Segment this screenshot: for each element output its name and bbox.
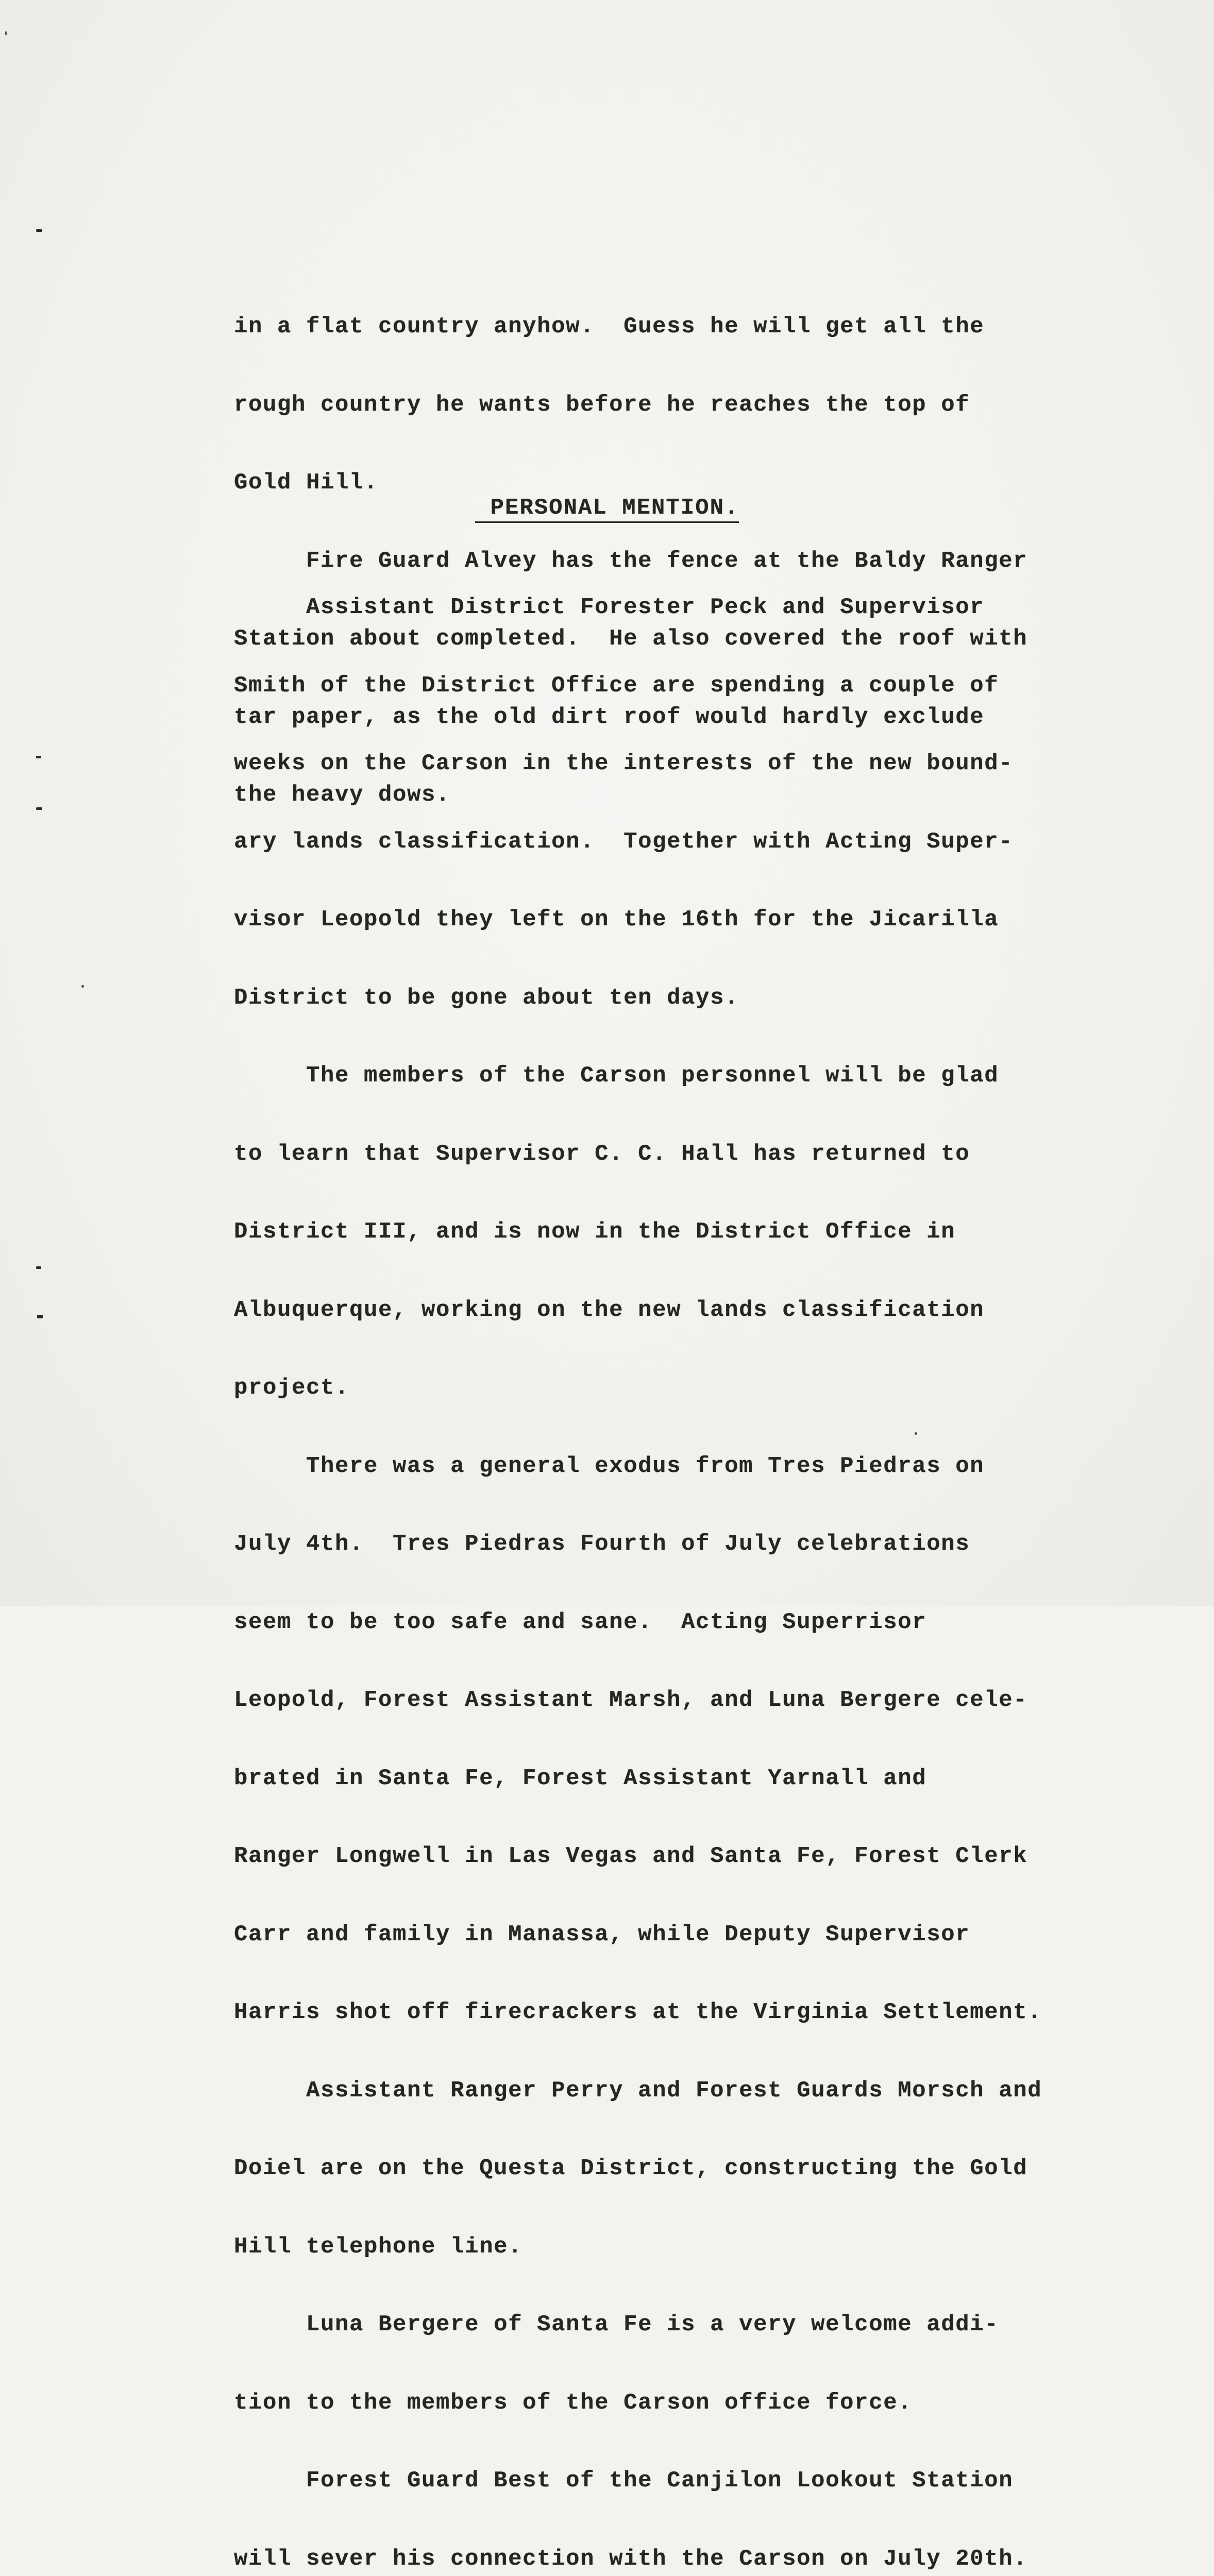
text-line: Station about completed. He also covered the roof with (234, 626, 1028, 652)
text-line: will sever his connection with the Carson on July 20th. (234, 2546, 1028, 2572)
text-line: July 4th. Tres Piedras Fourth of July celebrations (234, 1531, 970, 1557)
margin-mark (36, 807, 42, 810)
text-line: Smith of the District Office are spending a couple of (234, 672, 999, 699)
text-line: ary lands classification. Together with Acting Super- (234, 828, 1014, 855)
text-line: tion to the members of the Carson office force. (234, 2389, 913, 2416)
margin-mark (36, 229, 42, 232)
text-line: Luna Bergere of Santa Fe is a very welcome addi- (234, 2312, 999, 2337)
margin-mark (36, 756, 41, 758)
text-line: The members of the Carson personnel will be glad (234, 1063, 999, 1089)
text-line: Hill telephone line. (234, 2233, 523, 2260)
text-line: in a flat country anyhow. Guess he will get all the (234, 314, 985, 340)
text-line: Assistant Ranger Perry and Forest Guards Morsch and (234, 2077, 1042, 2104)
text-line: to learn that Supervisor C. C. Hall has returned to (234, 1141, 970, 1167)
margin-mark (36, 1266, 41, 1269)
text-line: District III, and is now in the District Office in (234, 1219, 956, 1245)
section-heading (0, 495, 1214, 523)
margin-speck (5, 31, 7, 36)
text-line: Ranger Longwell in Las Vegas and Santa Fe, Forest Clerk (234, 1843, 1028, 1869)
text-line: weeks on the Carson in the interests of the new bound- (234, 751, 1014, 776)
text-line: Carr and family in Manassa, while Deputy Supervisor (234, 1921, 970, 1947)
text-line: brated in Santa Fe, Forest Assistant Yarnall and (234, 1765, 927, 1791)
text-line: Assistant District Forester Peck and Supervisor (234, 595, 985, 620)
section-heading-text: PERSONAL MENTION. (475, 495, 739, 523)
text-line: seem to be too safe and sane. Acting Superrisor (234, 1609, 927, 1635)
personal-mention-text (234, 543, 1120, 2576)
text-line: visor Leopold they left on the 16th for the Jicarilla (234, 907, 999, 933)
text-line: District to be gone about ten days. (234, 985, 739, 1011)
text-line: rough country he wants before he reaches the top of (234, 392, 970, 418)
text-line: Doiel are on the Questa District, constructing the Gold (234, 2156, 1028, 2181)
margin-speck (81, 985, 84, 988)
margin-mark (37, 1315, 43, 1318)
text-line: Gold Hill. (234, 470, 379, 496)
text-line: Leopold, Forest Assistant Marsh, and Luna Bergere cele- (234, 1687, 1028, 1713)
text-line: the heavy dows. (234, 782, 451, 808)
text-line: Albuquerque, working on the new lands classification (234, 1297, 985, 1323)
text-line: tar paper, as the old dirt roof would hardly exclude (234, 704, 985, 730)
text-line: There was a general exodus from Tres Piedras on (234, 1453, 985, 1479)
text-line: Harris shot off firecrackers at the Virginia Settlement. (234, 1999, 1042, 2025)
text-line: project. (234, 1375, 350, 1401)
text-line: Fire Guard Alvey has the fence at the Baldy Ranger (234, 548, 1028, 574)
text-line: Forest Guard Best of the Canjilon Lookout Station (234, 2468, 1014, 2494)
